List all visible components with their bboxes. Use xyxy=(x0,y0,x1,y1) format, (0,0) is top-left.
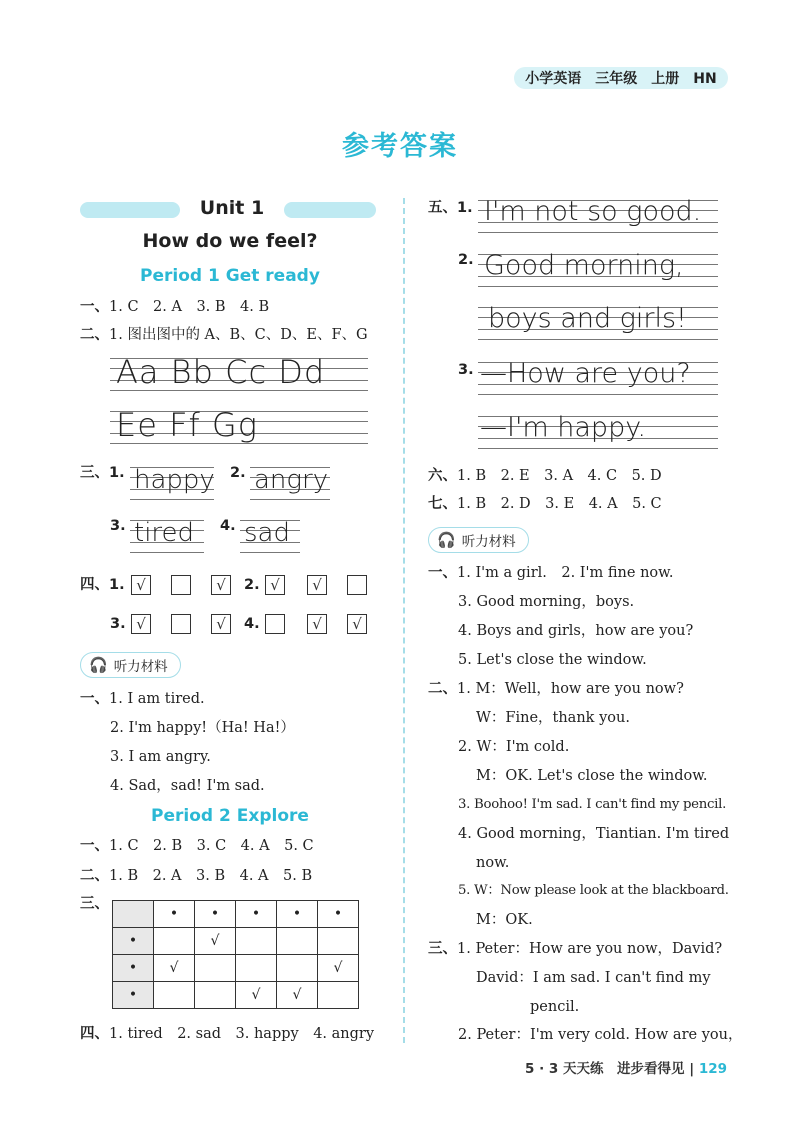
row-number: 2. xyxy=(244,577,260,593)
p1-section1: 一、1. C 2. A 3. B 4. B xyxy=(80,299,270,315)
listen-line: 2. Peter：I'm very cold. How are you， xyxy=(458,1027,743,1043)
headphones-icon: 🎧 xyxy=(89,656,108,674)
word2-number: 2. xyxy=(230,465,246,481)
listen-line: M：OK. Let's close the window. xyxy=(476,768,708,784)
listen-line: 2. I'm happy!（Ha! Ha!） xyxy=(110,720,295,736)
listen-line: 4. Good morning，Tiantian. I'm tired xyxy=(458,826,730,842)
p1-section4: 四、1. xyxy=(80,577,125,593)
unit-bar-left xyxy=(80,202,180,218)
listen-line: 5. Let's close the window. xyxy=(458,652,647,668)
page-number: 129 xyxy=(698,1061,728,1077)
letters-line1: Aa Bb Cc Dd xyxy=(110,356,368,394)
listen-line: 5. W：Now please look at the blackboard. xyxy=(458,883,729,898)
handwriting-number: 2. xyxy=(458,252,474,268)
grid-row: • √ √ xyxy=(113,982,359,1009)
letters-line2: Ee Ff Gg xyxy=(110,409,368,447)
listen-line: 3. I am angry. xyxy=(110,749,211,765)
checkbox: √ xyxy=(265,575,285,595)
p2-section1: 一、1. C 2. B 3. C 4. A 5. C xyxy=(80,838,314,854)
row-number: 3. xyxy=(110,616,126,632)
listen-line: now. xyxy=(476,855,510,871)
word-happy: happy xyxy=(130,465,214,503)
handwriting-line: Good morning, xyxy=(478,252,718,290)
listen-line: 2. W：I'm cold. xyxy=(458,739,570,755)
p2-section3: 三、 xyxy=(80,896,109,912)
p2-section2: 二、1. B 2. A 3. B 4. A 5. B xyxy=(80,868,313,884)
handwriting-line: —How are you? xyxy=(478,360,718,398)
word-angry: angry xyxy=(250,465,330,503)
row-number: 4. xyxy=(244,616,260,632)
checkbox xyxy=(265,614,285,634)
answer-grid xyxy=(112,900,359,1009)
headphones-icon: 🎧 xyxy=(437,531,456,549)
listen-line: 一、1. I am tired. xyxy=(80,691,205,707)
word4-number: 4. xyxy=(220,518,236,534)
checkbox: √ xyxy=(307,614,327,634)
checkbox xyxy=(171,575,191,595)
s6-answers: 六、1. B 2. E 3. A 4. C 5. D xyxy=(428,468,662,484)
listen-line: 3. Good morning，boys. xyxy=(458,594,635,610)
page-title: 参考答案 xyxy=(342,131,458,162)
grid-row: • √ √ xyxy=(113,955,359,982)
listen-line: M：OK. xyxy=(476,912,533,928)
footer: 5 · 3 天天练 进步看得见 | 129 xyxy=(525,1061,728,1077)
grid-row: • √ xyxy=(113,928,359,955)
handwriting-line: boys and girls! xyxy=(478,305,718,343)
unit-bar-right xyxy=(284,202,376,218)
listen-line: 4. Sad，sad! I'm sad. xyxy=(110,778,265,794)
word3-number: 3. xyxy=(110,518,126,534)
handwriting-number: 3. xyxy=(458,362,474,378)
column-divider xyxy=(403,198,405,1043)
listen-line: 一、1. I'm a girl. 2. I'm fine now. xyxy=(428,565,674,581)
listen-line: 4. Boys and girls，how are you? xyxy=(458,623,694,639)
header-tag: 小学英语 三年级 上册 HN xyxy=(514,67,728,89)
checkbox: √ xyxy=(131,575,151,595)
handwriting-line: —I'm happy. xyxy=(478,414,718,452)
period1-heading: Period 1 Get ready xyxy=(140,266,320,286)
listen-line: 二、1. M：Well，how are you now? xyxy=(428,681,684,697)
checkbox xyxy=(347,575,367,595)
checkbox: √ xyxy=(347,614,367,634)
listen-line: W：Fine，thank you. xyxy=(476,710,630,726)
checkbox: √ xyxy=(211,575,231,595)
unit-title: How do we feel? xyxy=(142,230,318,252)
period2-heading: Period 2 Explore xyxy=(151,806,309,826)
checkbox: √ xyxy=(211,614,231,634)
checkbox xyxy=(171,614,191,634)
listening-material-badge: 🎧 听力材料 xyxy=(80,652,181,678)
word-sad: sad xyxy=(240,518,300,556)
word-tired: tired xyxy=(130,518,204,556)
p1-section3: 三、1. xyxy=(80,465,125,481)
listen-line: pencil. xyxy=(530,999,580,1015)
unit-heading: Unit 1 xyxy=(199,197,265,219)
p2-section4: 四、1. tired 2. sad 3. happy 4. angry xyxy=(80,1026,375,1042)
p1-section2: 二、1. 图出图中的 A、B、C、D、E、F、G xyxy=(80,327,368,343)
handwriting-line: I'm not so good. xyxy=(478,198,718,236)
listening-material-badge: 🎧 听力材料 xyxy=(428,527,529,553)
checkbox: √ xyxy=(307,575,327,595)
listen-line: 3. Boohoo! I'm sad. I can't find my pencil. xyxy=(458,797,726,812)
s5-heading: 五、1. xyxy=(428,200,473,216)
listen-line: David：I am sad. I can't find my xyxy=(476,970,711,986)
grid-row: • • • • • xyxy=(113,901,359,928)
checkbox: √ xyxy=(131,614,151,634)
s7-answers: 七、1. B 2. D 3. E 4. A 5. C xyxy=(428,496,662,512)
listen-line: 三、1. Peter：How are you now，David? xyxy=(428,941,723,957)
